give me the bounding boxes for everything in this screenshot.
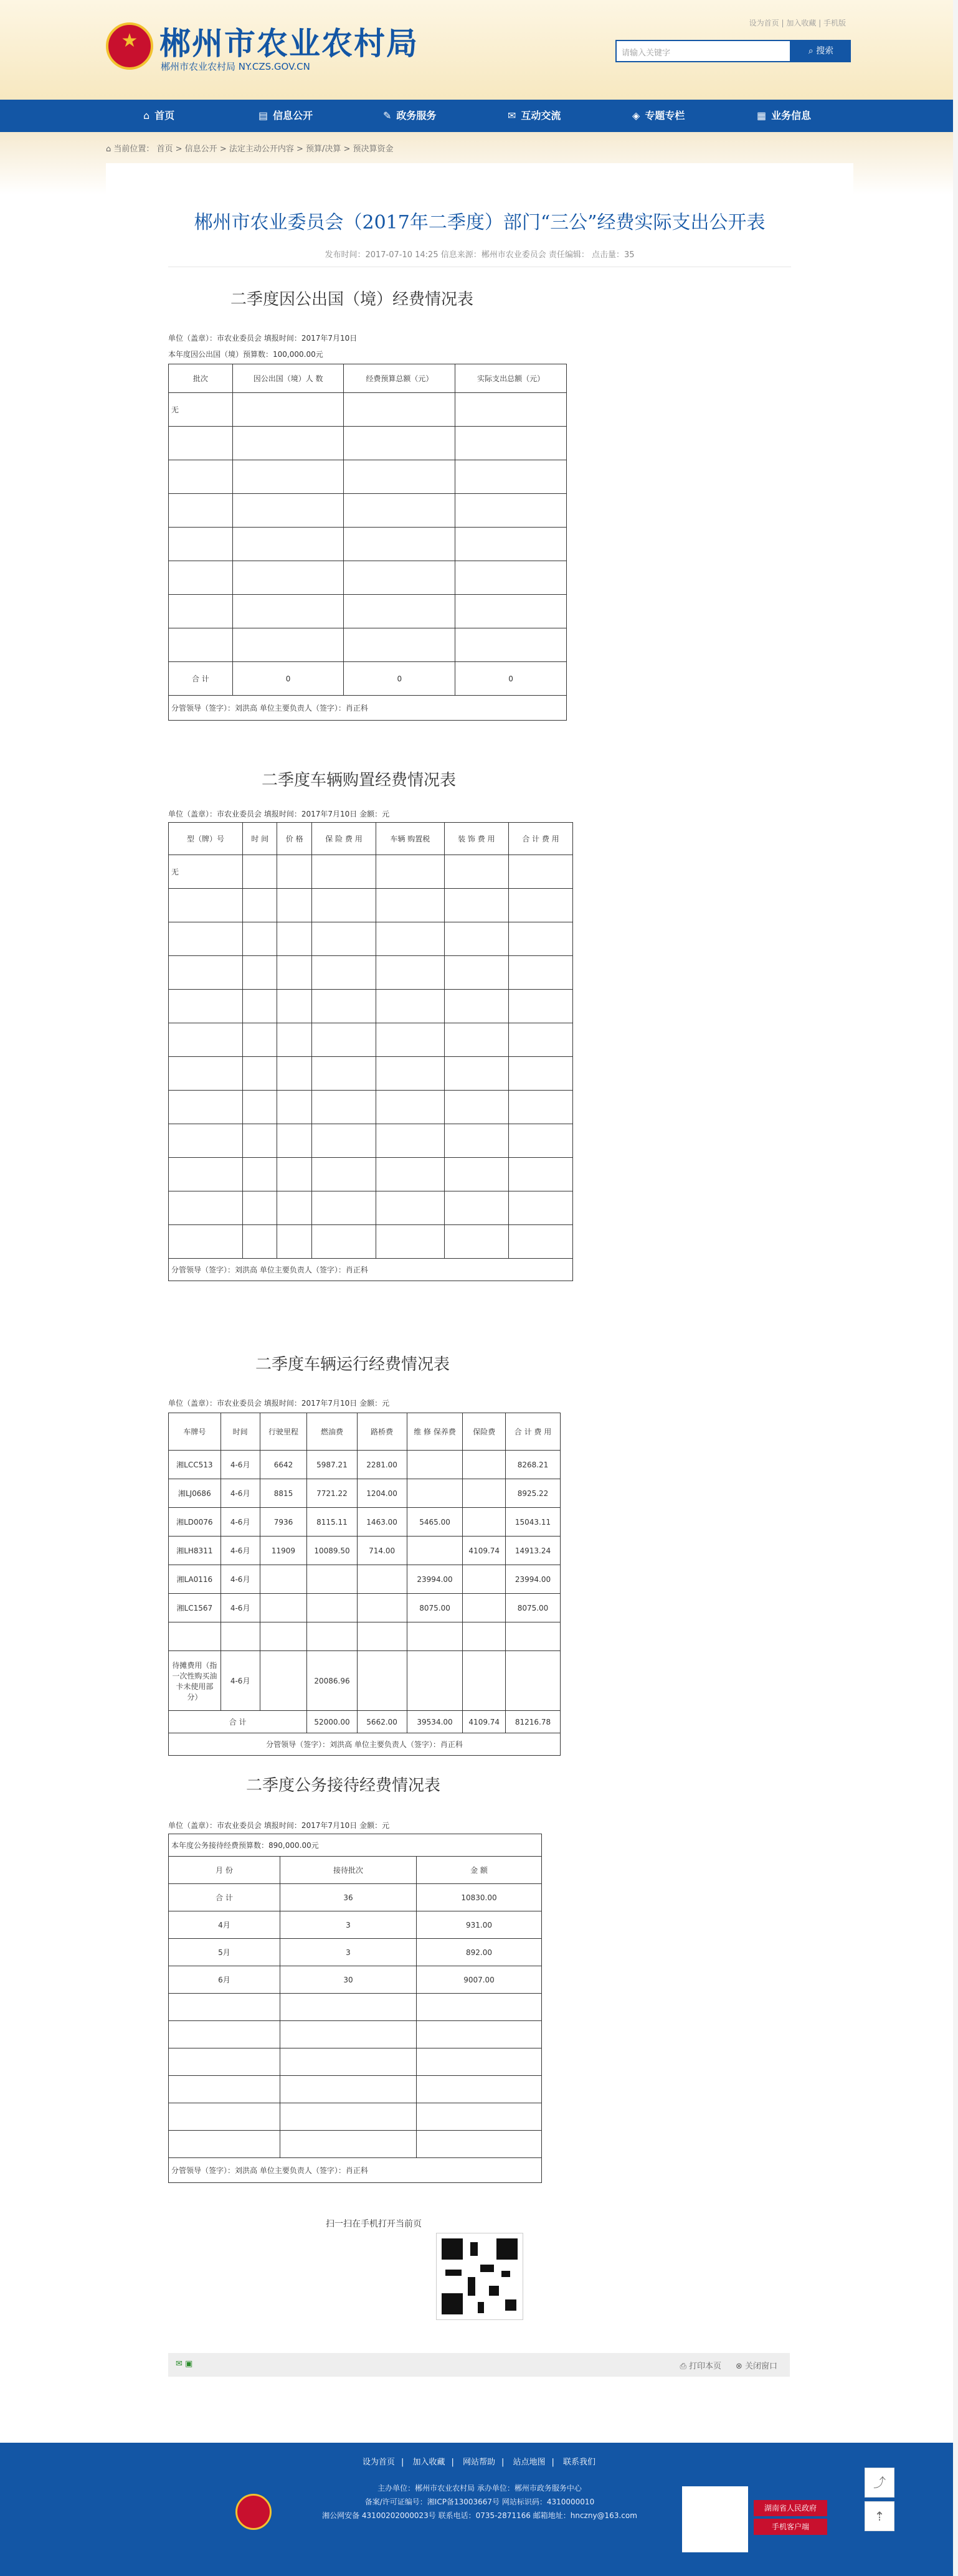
table1-unit-line: 单位（盖章）：市农业委员会 填报时间：2017年7月10日 — [168, 334, 358, 343]
print-label: 打印本页 — [688, 2362, 721, 2371]
table-cell: 5987.21 — [307, 1451, 357, 1479]
table-cell: 6642 — [260, 1451, 307, 1479]
close-window-button[interactable] — [736, 2359, 777, 2371]
table-footer: 分管领导（签字）：刘洪高 单位主要负责人（签字）：肖正科 — [169, 2158, 542, 2183]
table-header: 接待批次 — [280, 1857, 417, 1884]
table-cell: 2281.00 — [357, 1451, 407, 1479]
table-row — [169, 1594, 561, 1622]
table-cell: 36 — [280, 1884, 417, 1911]
share-float-icon[interactable]: ⤴ — [865, 2468, 894, 2498]
table-cell: 4-6月 — [221, 1565, 260, 1594]
table-header: 保险费 — [463, 1413, 506, 1451]
table3-unit-line: 单位（盖章）：市农业委员会 填报时间：2017年7月10日 金额：元 — [168, 1399, 390, 1408]
table-header: 车牌号 — [169, 1413, 221, 1451]
table-cell: 无 — [169, 855, 243, 889]
table-cell: 39534.00 — [407, 1711, 463, 1733]
table-cell: 5月 — [169, 1939, 280, 1966]
table-cell: 892.00 — [417, 1939, 542, 1966]
table-row — [169, 1651, 561, 1711]
table-header: 实际支出总额（元） — [455, 364, 567, 393]
message-icon: ✉ — [508, 110, 516, 121]
table-cell: 合 计 — [169, 1711, 307, 1733]
table1-outbound-travel — [168, 364, 567, 721]
footer-link[interactable]: 联系我们 — [563, 2458, 596, 2467]
table-cell: 5465.00 — [407, 1508, 463, 1537]
table-row — [169, 1884, 542, 1911]
party-badge-icon[interactable] — [235, 2494, 272, 2530]
table-footer: 分管领导（签字）：刘洪高 单位主要负责人（签字）：肖正科 — [169, 1733, 561, 1756]
table1-budget-line: 本年度因公出国（境）预算数：100,000.00元 — [168, 350, 323, 359]
nav-business-info[interactable] — [757, 100, 811, 132]
table-cell — [463, 1451, 506, 1479]
nav-label: 政务服务 — [396, 110, 437, 121]
printer-icon: ⎙ — [680, 2362, 689, 2371]
table-header: 月 份 — [169, 1857, 280, 1884]
search-button[interactable] — [791, 40, 851, 62]
table-cell: 23994.00 — [407, 1565, 463, 1594]
share-icon[interactable]: ✉ ▣ — [176, 2359, 193, 2369]
nav-interaction[interactable] — [508, 100, 561, 132]
table-cell: 23994.00 — [506, 1565, 561, 1594]
table-header: 装 饰 费 用 — [444, 823, 508, 855]
national-emblem-logo[interactable]: ★ — [106, 22, 153, 70]
edit-icon: ✎ — [383, 110, 392, 121]
site-header — [0, 0, 958, 100]
back-to-top-icon[interactable]: ⇡ — [865, 2501, 894, 2531]
breadcrumb-text[interactable]: 当前位置： 首页 > 信息公开 > 法定主动公开内容 > 预算/决算 > 预决算资金 — [113, 144, 394, 154]
table-note: 本年度公务接待经费预算数：890,000.00元 — [169, 1834, 542, 1857]
search-button-label: 搜索 — [816, 46, 834, 56]
table-cell — [307, 1565, 357, 1594]
table-header: 保 险 费 用 — [311, 823, 376, 855]
table-cell: 6月 — [169, 1966, 280, 1994]
table-cell: 3 — [280, 1939, 417, 1966]
layers-icon: ◈ — [632, 110, 640, 121]
table-cell: 湘LD0076 — [169, 1508, 221, 1537]
table1-title: 二季度因公出国（境）经费情况表 — [230, 290, 474, 309]
close-icon: ⊗ — [735, 2362, 745, 2371]
table-cell: 4-6月 — [221, 1651, 260, 1711]
table-header: 行驶里程 — [260, 1413, 307, 1451]
table-row — [169, 1939, 542, 1966]
table-cell — [463, 1479, 506, 1508]
table2-title: 二季度车辆购置经费情况表 — [262, 771, 457, 790]
table-row — [169, 1479, 561, 1508]
footer-link[interactable]: 设为首页 — [362, 2458, 395, 2467]
table-cell: 7936 — [260, 1508, 307, 1537]
table-cell: 8115.11 — [307, 1508, 357, 1537]
footer-line: 备案/许可证编号：湘ICP备13003667号 网站标识码：4310000010 — [364, 2498, 595, 2506]
table-cell — [260, 1565, 307, 1594]
table-cell: 10830.00 — [417, 1884, 542, 1911]
table-cell — [463, 1594, 506, 1622]
table-cell: 湘LH8311 — [169, 1537, 221, 1565]
table-cell: 0 — [232, 662, 344, 696]
table-cell: 4-6月 — [221, 1537, 260, 1565]
table-header: 合 计 费 用 — [506, 1413, 561, 1451]
table-row — [169, 1508, 561, 1537]
qr-code — [436, 2233, 523, 2320]
table3-vehicle-operation — [168, 1413, 561, 1756]
qr-label: 扫一扫在手机打开当前页 — [326, 2219, 422, 2229]
table-row — [169, 1537, 561, 1565]
breadcrumb — [106, 142, 394, 154]
nav-label: 专题专栏 — [645, 110, 685, 121]
footer-qr-code — [682, 2486, 748, 2552]
search-input[interactable]: 请输入关键字 — [615, 40, 791, 62]
footer-link[interactable]: 加入收藏 — [412, 2458, 445, 2467]
site-title[interactable]: 郴州市农业农村局 — [159, 25, 419, 62]
table-header: 燃油费 — [307, 1413, 357, 1451]
table-header: 经费预算总额（元） — [344, 364, 455, 393]
nav-label: 业务信息 — [771, 110, 812, 121]
table-cell: 4-6月 — [221, 1508, 260, 1537]
table-cell: 8268.21 — [506, 1451, 561, 1479]
search-icon: ⌕ — [808, 46, 817, 56]
table-header: 因公出国（境）人 数 — [232, 364, 344, 393]
table-cell: 4-6月 — [221, 1451, 260, 1479]
print-button[interactable] — [680, 2359, 721, 2371]
nav-label: 互动交流 — [521, 110, 561, 121]
table-cell: 3 — [280, 1911, 417, 1939]
table-cell: 931.00 — [417, 1911, 542, 1939]
nav-label: 信息公开 — [273, 110, 313, 121]
table-cell: 714.00 — [357, 1537, 407, 1565]
top-links[interactable]: 设为首页 | 加入收藏 | 手机版 — [749, 19, 846, 27]
table-cell: 81216.78 — [506, 1711, 561, 1733]
mobile-client-link[interactable]: 手机客户端 — [754, 2519, 827, 2535]
site-subtitle: 郴州市农业农村局 NY.CZS.GOV.CN — [161, 61, 310, 72]
table-row — [169, 1966, 542, 1994]
table-cell: 9007.00 — [417, 1966, 542, 1994]
table-header: 时 间 — [243, 823, 277, 855]
main-nav — [0, 100, 958, 132]
document-icon: ▤ — [258, 110, 268, 121]
table-cell: 待摊费用（指一次性购买油卡未使用部分） — [169, 1651, 221, 1711]
table-cell — [260, 1594, 307, 1622]
table2-unit-line: 单位（盖章）：市农业委员会 填报时间：2017年7月10日 金额：元 — [168, 810, 390, 818]
grid-icon: ▦ — [757, 110, 767, 121]
table-cell: 5662.00 — [357, 1711, 407, 1733]
table-cell: 1204.00 — [357, 1479, 407, 1508]
table-cell: 20086.96 — [307, 1651, 357, 1711]
table-cell: 52000.00 — [307, 1711, 357, 1733]
table-cell — [407, 1479, 463, 1508]
table-cell: 湘LCC513 — [169, 1451, 221, 1479]
table-cell — [463, 1565, 506, 1594]
table-cell: 湘LC1567 — [169, 1594, 221, 1622]
table-cell: 15043.11 — [506, 1508, 561, 1537]
nav-home[interactable] — [143, 100, 174, 132]
table-cell: 4-6月 — [221, 1479, 260, 1508]
footer-line: 湘公网安备 43100202000023号 联系电话：0735-2871166 邮箱地址：hnczny@163.com — [322, 2511, 637, 2520]
table-cell: 4月 — [169, 1911, 280, 1939]
table-cell: 4109.74 — [463, 1711, 506, 1733]
table4-title: 二季度公务接待经费情况表 — [246, 1776, 441, 1795]
table-cell: 4109.74 — [463, 1537, 506, 1565]
table-header: 维 修 保养费 — [407, 1413, 463, 1451]
table-header: 金 额 — [417, 1857, 542, 1884]
table-cell: 合 计 — [169, 1884, 280, 1911]
hunan-gov-link[interactable]: 湖南省人民政府 — [754, 2500, 827, 2516]
nav-special-topics[interactable] — [632, 100, 685, 132]
table-cell: 30 — [280, 1966, 417, 1994]
table-header: 合 计 费 用 — [508, 823, 572, 855]
table-cell: 14913.24 — [506, 1537, 561, 1565]
close-label: 关闭窗口 — [744, 2362, 777, 2371]
table-footer: 分管领导（签字）：刘洪高 单位主要负责人（签字）：肖正科 — [169, 1259, 573, 1281]
table-cell — [357, 1594, 407, 1622]
table-header: 价 格 — [277, 823, 311, 855]
table-header: 批次 — [169, 364, 233, 393]
footer-links: 设为首页 | 加入收藏 | 网站帮助 | 站点地图 | 联系我们 — [362, 2458, 596, 2467]
article-toolbar — [168, 2353, 790, 2377]
table-cell: 8815 — [260, 1479, 307, 1508]
scrollbar[interactable] — [953, 0, 958, 2576]
nav-label: 首页 — [154, 110, 175, 121]
table-cell: 8925.22 — [506, 1479, 561, 1508]
table-header: 路桥费 — [357, 1413, 407, 1451]
table-cell — [307, 1594, 357, 1622]
footer-line: 主办单位：郴州市农业农村局 承办单位：郴州市政务服务中心 — [377, 2484, 582, 2493]
page-title: 郴州市农业委员会（2017年二季度）部门“三公”经费实际支出公开表 — [194, 212, 766, 234]
table-cell: 湘LJ0686 — [169, 1479, 221, 1508]
table-cell — [407, 1451, 463, 1479]
table-cell: 0 — [455, 662, 567, 696]
table-cell: 无 — [169, 393, 233, 427]
home-icon: ⌂ — [143, 110, 150, 121]
table-header: 车辆 购置税 — [376, 823, 445, 855]
footer-link[interactable]: 站点地图 — [513, 2458, 546, 2467]
table-cell: 10089.50 — [307, 1537, 357, 1565]
nav-info-public[interactable] — [258, 100, 313, 132]
article-meta: 发布时间：2017-07-10 14:25 信息来源：郴州市农业委员会 责任编辑： 点击量：35 — [325, 250, 635, 260]
table-header: 时间 — [221, 1413, 260, 1451]
table-cell: 7721.22 — [307, 1479, 357, 1508]
table-row — [169, 1565, 561, 1594]
table-cell: 4-6月 — [221, 1594, 260, 1622]
table-cell: 8075.00 — [506, 1594, 561, 1622]
table-cell: 0 — [344, 662, 455, 696]
table-header: 型（牌）号 — [169, 823, 243, 855]
table-cell: 1463.00 — [357, 1508, 407, 1537]
table4-reception — [168, 1834, 542, 2183]
home-icon: ⌂ — [106, 144, 114, 154]
table-cell: 湘LA0116 — [169, 1565, 221, 1594]
footer-info — [311, 2481, 648, 2522]
table-cell — [357, 1565, 407, 1594]
table2-vehicle-purchase — [168, 822, 573, 1281]
table-cell: 8075.00 — [407, 1594, 463, 1622]
table-cell — [463, 1508, 506, 1537]
site-footer — [0, 2443, 958, 2576]
table-footer: 分管领导（签字）：刘洪高 单位主要负责人（签字）：肖正科 — [169, 696, 567, 721]
table-cell — [407, 1537, 463, 1565]
table-cell: 11909 — [260, 1537, 307, 1565]
table-cell: 合 计 — [169, 662, 233, 696]
table-row — [169, 1451, 561, 1479]
article-content — [106, 163, 853, 2374]
table3-title: 二季度车辆运行经费情况表 — [255, 1355, 450, 1374]
footer-link[interactable]: 网站帮助 — [462, 2458, 495, 2467]
nav-gov-service[interactable] — [383, 100, 436, 132]
table-row — [169, 1911, 542, 1939]
table4-unit-line: 单位（盖章）：市农业委员会 填报时间：2017年7月10日 金额：元 — [168, 1821, 390, 1830]
table-row — [169, 1711, 561, 1733]
